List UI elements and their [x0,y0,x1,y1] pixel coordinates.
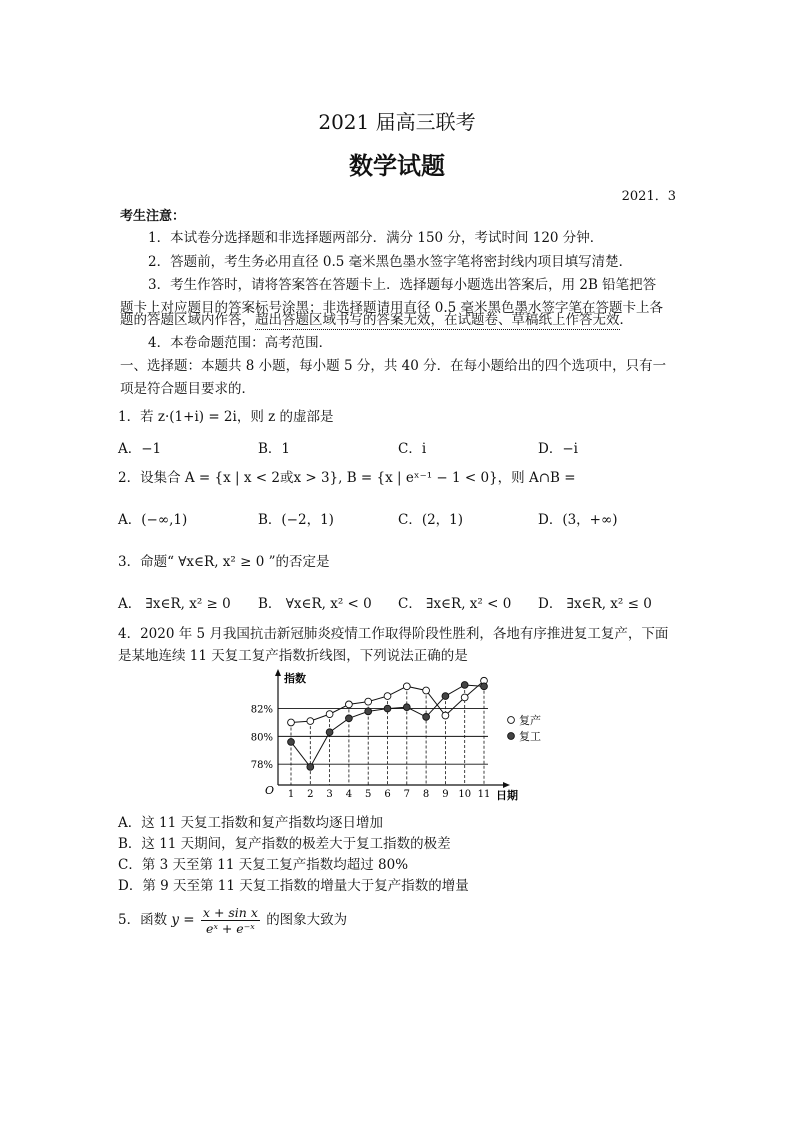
legend-label: 复工 [519,730,541,743]
data-point-复工 [384,705,391,712]
data-point-复工 [403,704,410,711]
x-tick-label: 10 [458,789,472,800]
notice-heading: 考生注意： [120,209,186,224]
q2-stem: 2．设集合 A = {x | x < 2或x > 3}, B = {x | eˣ⁻¹ − 1 < 0}，则 A∩B = [118,470,576,486]
q4-option-c: C．第 3 天至第 11 天复工复产指数均超过 80% [118,857,409,873]
x-tick-label: 2 [307,789,314,800]
x-tick-label: 11 [477,789,491,800]
data-point-复产 [288,719,295,726]
data-point-复产 [403,683,410,690]
x-axis-arrow [503,782,510,788]
notice-item-1: 1．本试卷分选择题和非选择题两部分．满分 150 分，考试时间 120 分钟． [148,230,604,246]
q2-option-d: D．(3，+∞) [538,512,618,528]
legend-marker-复工 [508,733,515,740]
y-axis-arrow [275,669,281,676]
q5-y: y = [171,912,195,928]
q1-option-c: C．i [398,441,427,457]
q2-option-c: C．(2，1) [398,512,464,528]
x-axis-label: 日期 [496,789,518,802]
q3-option-a: A． ∃x∈R, x² ≥ 0 [118,596,231,612]
notice-item-3-text: 题的答题区域内作答， [120,312,255,328]
notice-item-2: 2．答题前，考生务必用直径 0.5 毫米黑色墨水签字笔将密封线内项目填写清楚． [148,254,633,270]
notice-item-3-line-1: 3．考生作答时，请将答案答在答题卡上．选择题每小题选出答案后，用 2B 铅笔把答 [148,277,657,293]
data-point-复工 [423,714,430,721]
data-point-复工 [461,682,468,689]
data-point-复产 [461,694,468,701]
section-1-line-2: 项是符合题目要求的． [120,381,255,397]
x-tick-label: 1 [287,789,295,800]
q3-option-b: B． ∀x∈R, x² < 0 [258,596,372,612]
y-tick-label: 82% [250,704,273,716]
q4-option-b: B．这 11 天期间，复产指数的极差大于复工指数的极差 [118,836,451,852]
x-tick-label: 8 [422,789,430,800]
data-point-复工 [307,764,314,771]
exam-title: 2021 届高三联考 [318,110,476,134]
q3-stem: 3．命题“ ∀x∈R, x² ≥ 0 ”的否定是 [118,554,330,570]
y-tick-label: 80% [250,732,273,744]
notice-item-3-line-2: 题卡上对应题目的答案标号涂黑；非选择题请用直径 0.5 毫米黑色墨水签字笔在答题卡上各 [120,300,664,316]
notice-item-3-end: ． [619,312,633,328]
q3-option-c: C． ∃x∈R, x² < 0 [398,596,512,612]
x-tick-label: 3 [326,789,333,800]
data-point-复产 [442,712,449,719]
q5-numerator: x + sin x [202,905,258,920]
data-point-复产 [384,693,391,700]
q2-option-b: B．(−2，1) [258,512,334,528]
data-point-复产 [365,698,372,705]
q1-option-b: B．1 [258,441,291,457]
notice-item-3-line-3 [120,308,633,328]
data-point-复工 [288,739,295,746]
q4-option-a: A．这 11 天复工指数和复产指数均逐日增加 [118,815,384,831]
q4-stem-line-2: 是某地连续 11 天复工复产指数折线图，下列说法正确的是 [118,648,468,664]
q4-option-d: D．第 9 天至第 11 天复工指数的增量大于复产指数的增量 [118,878,469,894]
data-point-复产 [326,711,333,718]
data-point-复产 [423,687,430,694]
data-point-复工 [481,683,488,690]
y-tick-label: 78% [250,760,273,772]
q5-fraction [201,905,260,936]
notice-item-4: 4．本卷命题范围：高考范围． [148,335,333,351]
legend-marker-复产 [508,717,515,724]
q5-stem [118,905,347,936]
data-point-复工 [346,715,353,722]
x-tick-label: 9 [442,789,449,800]
x-tick-label: 4 [345,789,353,800]
legend-label: 复产 [519,714,541,727]
q1-option-d: D．−i [538,441,578,457]
q3-option-d: D． ∃x∈R, x² ≤ 0 [538,596,652,612]
data-point-复产 [307,718,314,725]
x-tick-label: 6 [384,789,391,800]
data-point-复工 [365,708,372,715]
y-axis-label: 指数 [284,672,306,685]
q5-denominator: eˣ + e⁻ˣ [206,921,255,936]
x-tick-label: 5 [365,789,372,800]
data-point-复工 [442,693,449,700]
notice-emphasis: 超出答题区域书写的答案无效，在试题卷、草稿纸上作答无效 [255,312,620,328]
q1-option-a: A．−1 [118,441,162,457]
q4-stem-line-1: 4．2020 年 5 月我国抗击新冠肺炎疫情工作取得阶段性胜利，各地有序推进复工复产，下面 [118,626,669,642]
x-tick-label: 7 [403,789,410,800]
subject-title: 数学试题 [349,152,445,180]
q5-prefix: 5．函数 [118,912,168,928]
q5-suffix: 的图象大致为 [266,912,348,928]
data-point-复工 [326,729,333,736]
section-1-line-1: 一、选择题：本题共 8 小题，每小题 5 分，共 40 分．在每小题给出的四个选项中，只有一 [120,358,667,374]
data-point-复产 [346,701,353,708]
q1-stem: 1．若 z·(1+i) = 2i，则 z 的虚部是 [118,409,334,425]
q2-option-a: A．(−∞,1) [118,512,188,528]
exam-date: 2021．3 [621,189,676,204]
origin-label: O [265,784,275,797]
q4-line-chart [248,668,548,808]
